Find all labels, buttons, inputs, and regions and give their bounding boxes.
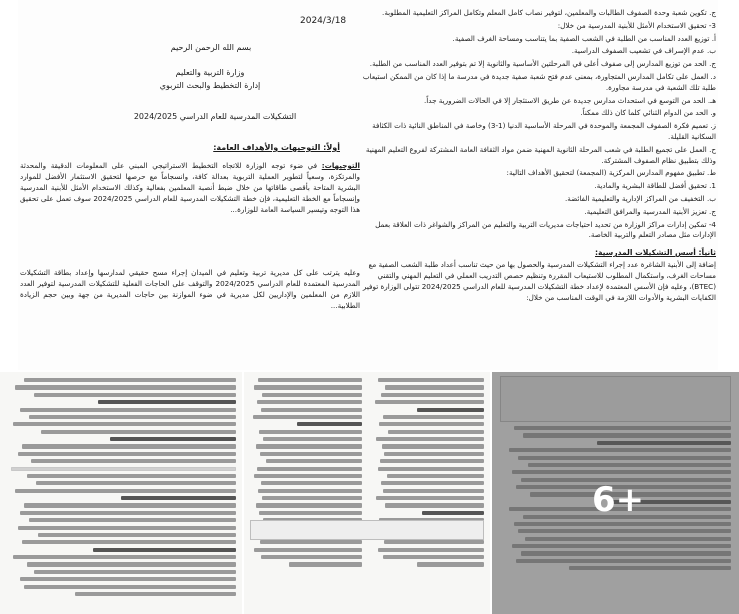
- document-page: [18, 0, 718, 370]
- list-item: ط. تطبيق مفهوم المدارس المركزية (المجمعة) لتحقيق الأهداف التالية:: [506, 168, 716, 178]
- section-2-paragraph: إضافة إلى الأبنية الشاغرة عدد إجراء التشكيلات المدرسية والحصول بها من حيث تناسب أعداد طلبة الشعب الصفية مع مساحات الغرف، واستكمال المطلوب للاستيعاب المقررة وتنظيم حصص التدريب العملي في التعليم المهني والتقني (BTEC)، وعليه فإن الأسس المعتمدة لإعداد خطة التشكيلات المدرسية للعام الدراسي 2024/2025 تتولى الوزارة توفير الكفايات البشرية والأدوات اللازمة في الوقت المناسب من خلال:: [362, 260, 716, 302]
- ministry-header: [150, 66, 270, 92]
- paragraph-directorates: وعليه يترتب على كل مديرية تربية وتعليم في الميدان إجراء مسح حقيقي لمدارسها وإعداد بطاقة التشكيلات المدرسية المعتمدة للعام الدراسي 2024/2025 والتوقف على الحاجات الفعلية للتشكيلات المدرسية لتوفير العدد اللازم من المعلمين والإداريين لكل مديرية في ضوء الموازنة بين حاجات المديرية من جهة وبين حجم الزيادة الطلابية...: [20, 268, 360, 310]
- thumbnail-text-block: [6, 378, 236, 610]
- more-images-overlay[interactable]: [492, 372, 739, 614]
- paragraph-directives: [20, 160, 360, 260]
- thumbnail-highlight-box: [250, 520, 484, 540]
- thumbnail-text-block: [250, 378, 362, 610]
- list-item: 4- تمكين إدارات مراكز الوزارة من تحديد احتياجات مديريات التربية والتعليم من المراكز والشواغر ذات العلاقة بعمل الإدارات مثل مصادر التعلم والتربية الخاصة.: [375, 219, 716, 240]
- list-item: 1. تحقيق أفضل للطاقة البشرية والمادية.: [594, 181, 716, 191]
- list-item: ج. تعزيز الأبنية المدرسية والمرافق التعليمية.: [584, 206, 716, 216]
- ministry-name: وزارة التربية والتعليم: [175, 68, 245, 77]
- list-item: أ. توزيع العدد المناسب من الطلبة في الشعب الصفية بما يتناسب ومساحة الغرف الصفية.: [452, 33, 716, 43]
- list-item: ج. الحد من توزيع المدارس إلى صفوف أعلى في المرحلتين الأساسية والثانوية إلا تم بتوفير العدد المناسب من الطلبة.: [369, 59, 716, 69]
- thumbnail-text-block: [372, 378, 484, 610]
- list-item: ج. تكوين شعبة وحدة الصفوف الطالبات والمعلمين، لتوفير نصاب كامل المعلم وتكامل المراكز التعليمية المطلوبة.: [382, 8, 716, 17]
- list-item: 3- تحقيق الاستخدام الأمثل للأبنية المدرسية من خلال:: [557, 20, 716, 30]
- thumbnail-image-1[interactable]: [0, 372, 242, 614]
- document-title: التشكيلات المدرسية للعام الدراسي 2024/2025: [133, 112, 297, 121]
- list-item: د. العمل على تكامل المدارس المتجاورة، بمعنى عدم فتح شعبة صفية جديدة في مدرسة ما إذا كان من الممكن استيعاب طلبة تلك الشعبة في مدرسة مجاورة.: [362, 71, 716, 92]
- section-heading-2: ثانياً: أسس التشكيلات المدرسية:: [595, 248, 716, 258]
- section-heading-1: أولاً: التوجيهات والأهداف العامة:: [213, 143, 340, 152]
- department-name: إدارة التخطيط والبحث التربوي: [159, 81, 261, 90]
- paragraph-directives-text: في ضوء توجه الوزارة للاتجاه التخطيط الاستراتيجي المبني على المعلومات الدقيقة والمحدثة والمرتكزة، وسعياً لتطوير العملية التربوية بعدالة كافة، وانسجاماً مع حرصها لتحقيق الاستثمار الأفضل للموارد البشرية المتاحة بأقصى طاقاتها من خلال ضبط أنصبة المعلمين بفعالية وكذلك الاستخدام الأمثل للأبنية المدرسية وإنسجاماً مع الخطة التعليمية، فإن خطة التشكيلات المدرسية للعام الدراسي 2024/2025 سوف تعمل على تحقيق هذا التوجه وتيسير السياسة العامة للوزارة...: [20, 161, 360, 214]
- paragraph-intro: التوجيهات:: [321, 161, 360, 170]
- right-column: [360, 8, 716, 305]
- list-item: و. الحد من الدوام الثنائي كلما كان ذلك ممكناً.: [580, 108, 716, 118]
- list-item: ب. عدم الإسراف في تشعيب الصفوف الدراسية.: [571, 46, 716, 56]
- document-date: 2024/3/18: [300, 16, 347, 26]
- list-item: ح. العمل على تجميع الطلبة في شعب المرحلة الثانوية المهنية ضمن مواد الثقافة العامة المشتركة لفروع التعليم المهنية وذلك بتطبيق نظام الصفوف المشتركة.: [365, 144, 716, 165]
- list-item: ب. التخفيف من المراكز الإدارية والتعليمية الفائضة.: [564, 193, 716, 203]
- more-images-count: 6+: [592, 480, 645, 520]
- basmala-heading: بسم الله الرحمن الرحيم: [170, 43, 252, 52]
- list-item: هـ. الحد من التوسع في استحداث مدارس جديدة عن طريق الاستئجار إلا في الحالات الضرورية جداً.: [424, 95, 716, 105]
- thumbnail-image-2[interactable]: [244, 372, 490, 614]
- list-item: ز. تعميم فكرة الصفوف المجمعة والموحدة في المرحلة الأساسية الدنيا (1-3) وخاصة في المناطق النائية ذات الكثافة السكانية القليلة.: [372, 121, 716, 141]
